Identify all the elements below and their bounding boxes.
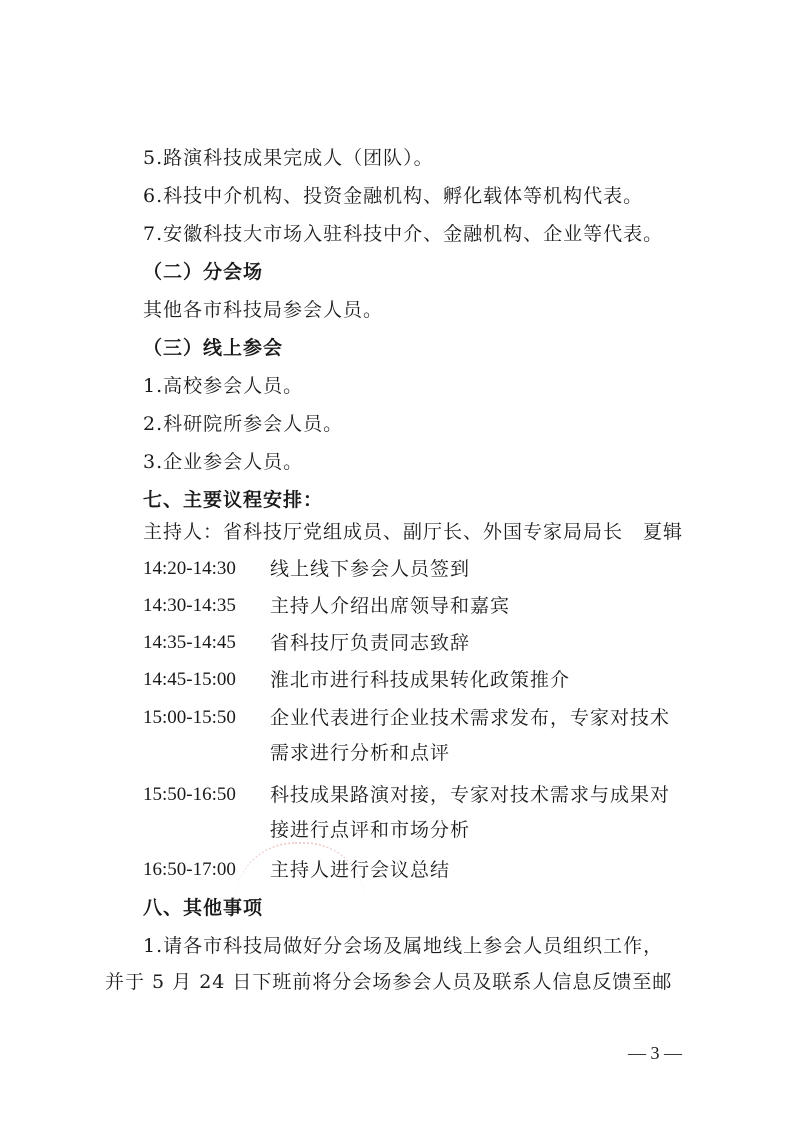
heading-agenda: 七、主要议程安排： [143,489,324,511]
online-enterprises: 3.企业参会人员。 [143,451,304,473]
agenda-host: 主持人：省科技厅党组成员、副厅长、外国专家局局长 夏辑 [143,521,684,543]
heading-other-matters: 八、其他事项 [143,897,264,919]
branch-venue-text: 其他各市科技局参会人员。 [143,299,384,321]
agenda-desc: 省科技厅负责同志致辞 [270,632,471,654]
agenda-time: 16:50-17:00 [143,859,236,880]
agenda-time: 15:00-15:50 [143,707,236,728]
agenda-desc: 企业代表进行企业技术需求发布，专家对技术 [270,707,671,729]
page-number: — 3 — [628,1043,682,1063]
online-universities: 1.高校参会人员。 [143,375,304,397]
heading-branch-venue: （二）分会场 [143,261,264,283]
item-intermediary-agencies: 6.科技中介机构、投资金融机构、孵化载体等机构代表。 [143,185,644,207]
item-roadshow-team: 5.路演科技成果完成人（团队）。 [143,147,434,169]
agenda-desc-continued: 需求进行分析和点评 [270,742,451,764]
item-market-representatives: 7.安徽科技大市场入驻科技中介、金融机构、企业等代表。 [143,223,664,245]
online-institutes: 2.科研院所参会人员。 [143,413,344,435]
agenda-desc: 科技成果路演对接，专家对技术需求与成果对 [270,784,671,806]
other-matters-p1-line2: 并于 5 月 24 日下班前将分会场参会人员及联系人信息反馈至邮 [105,971,673,993]
agenda-desc-continued: 接进行点评和市场分析 [270,819,471,841]
agenda-time: 14:20-14:30 [143,558,236,579]
agenda-time: 14:35-14:45 [143,632,236,653]
agenda-desc: 淮北市进行科技成果转化政策推介 [270,669,571,691]
agenda-desc: 主持人进行会议总结 [270,859,451,881]
agenda-time: 15:50-16:50 [143,784,236,805]
agenda-time: 14:45-15:00 [143,669,236,690]
agenda-desc: 主持人介绍出席领导和嘉宾 [270,595,511,617]
other-matters-p1-line1: 1.请各市科技局做好分会场及属地线上参会人员组织工作， [143,935,664,957]
agenda-time: 14:30-14:35 [143,595,236,616]
heading-online: （三）线上参会 [143,337,284,359]
agenda-desc: 线上线下参会人员签到 [270,558,471,580]
